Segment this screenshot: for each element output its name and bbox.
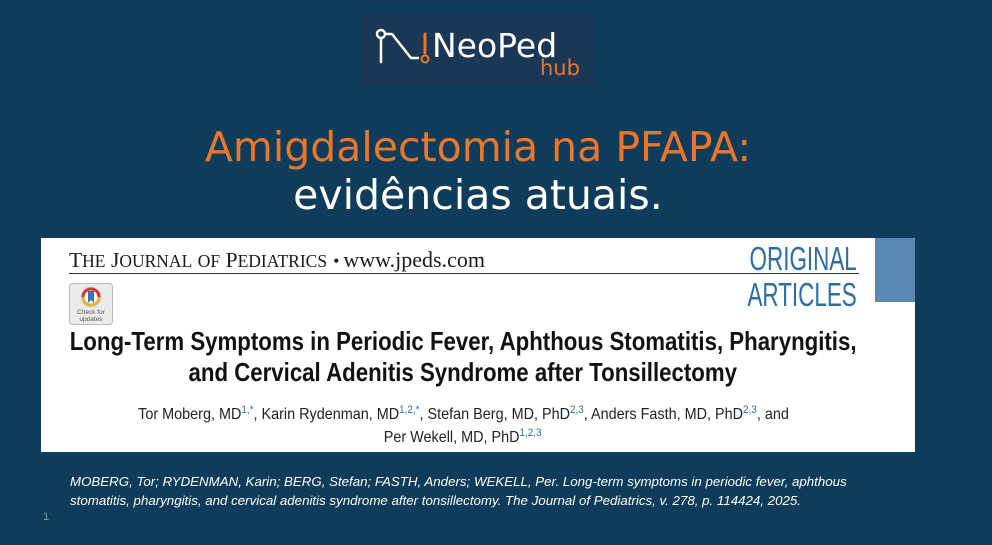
slide-number: 1 [43, 511, 50, 523]
badge-text-line-1: Check for [77, 309, 105, 316]
author-name: Stefan Berg, MD, PhD [427, 406, 570, 423]
badge-text-line-2: updates [79, 316, 103, 323]
author-separator: , [583, 406, 591, 423]
section-label-line-2: ARTICLES [747, 276, 857, 313]
author-affiliation: 1,2,* [398, 404, 420, 416]
author-affiliation: 1,* [240, 404, 254, 416]
section-label-line-1: ORIGINAL [749, 240, 857, 277]
header-rule [69, 273, 859, 274]
authors-line-2 [384, 426, 542, 449]
journal-url: www.jpeds.com [343, 247, 485, 272]
journal-name-word: OF [197, 251, 221, 271]
slide-title-line-1: Amigdalectomia na PFAPA: [204, 123, 752, 171]
reference-citation [70, 472, 847, 510]
logo-subname: hub [540, 56, 580, 80]
journal-name-word: PEDIATRICS [225, 248, 328, 272]
journal-name-word: JOURNAL [110, 248, 193, 272]
header-separator: • [333, 251, 340, 271]
slide-title [0, 123, 956, 219]
section-label [748, 241, 857, 313]
check-for-updates-icon [81, 287, 101, 307]
logo-name: NeoPed [432, 26, 558, 65]
journal-header [69, 247, 485, 274]
section-color-tab [875, 238, 915, 302]
article-title-line-1: Long-Term Symptoms in Periodic Fever, Aphthous Stomatitis, Pharyngitis, [69, 326, 857, 356]
article-title [69, 326, 857, 388]
author-separator: , [419, 406, 428, 423]
neoped-circuit-icon [375, 28, 431, 68]
author-name: Anders Fasth, MD, PhD [590, 406, 743, 423]
journal-name-word: THE [69, 248, 106, 272]
author-separator: , [253, 406, 262, 423]
article-authors [69, 403, 857, 449]
slide-title-line-2: evidências atuais. [293, 171, 663, 219]
author-affiliation: 1,2,3 [519, 427, 542, 439]
article-header-image [41, 238, 915, 452]
check-for-updates-badge [69, 283, 113, 325]
author-name: Tor Moberg, MD [137, 406, 241, 423]
author-name: Per Wekell, MD, PhD [384, 429, 520, 446]
article-title-line-2: and Cervical Adenitis Syndrome after Tonsillectomy [188, 357, 738, 387]
author-name: Karin Rydenman, MD [261, 406, 399, 423]
authors-line-1 [138, 403, 789, 426]
author-separator: , and [756, 406, 789, 423]
author-affiliation: 2,3 [569, 404, 584, 416]
neoped-hub-logo [362, 15, 594, 87]
citation-line-2: stomatitis, pharyngitis, and cervical adenitis syndrome after tonsillectomy. The Journal of Pediatrics, v. 278, p. 114424, 2025. [70, 493, 801, 508]
citation-line-1: MOBERG, Tor; RYDENMAN, Karin; BERG, Stefan; FASTH, Anders; WEKELL, Per. Long-term symptoms in periodic fever, aphthous [70, 474, 847, 489]
author-affiliation: 2,3 [742, 404, 757, 416]
